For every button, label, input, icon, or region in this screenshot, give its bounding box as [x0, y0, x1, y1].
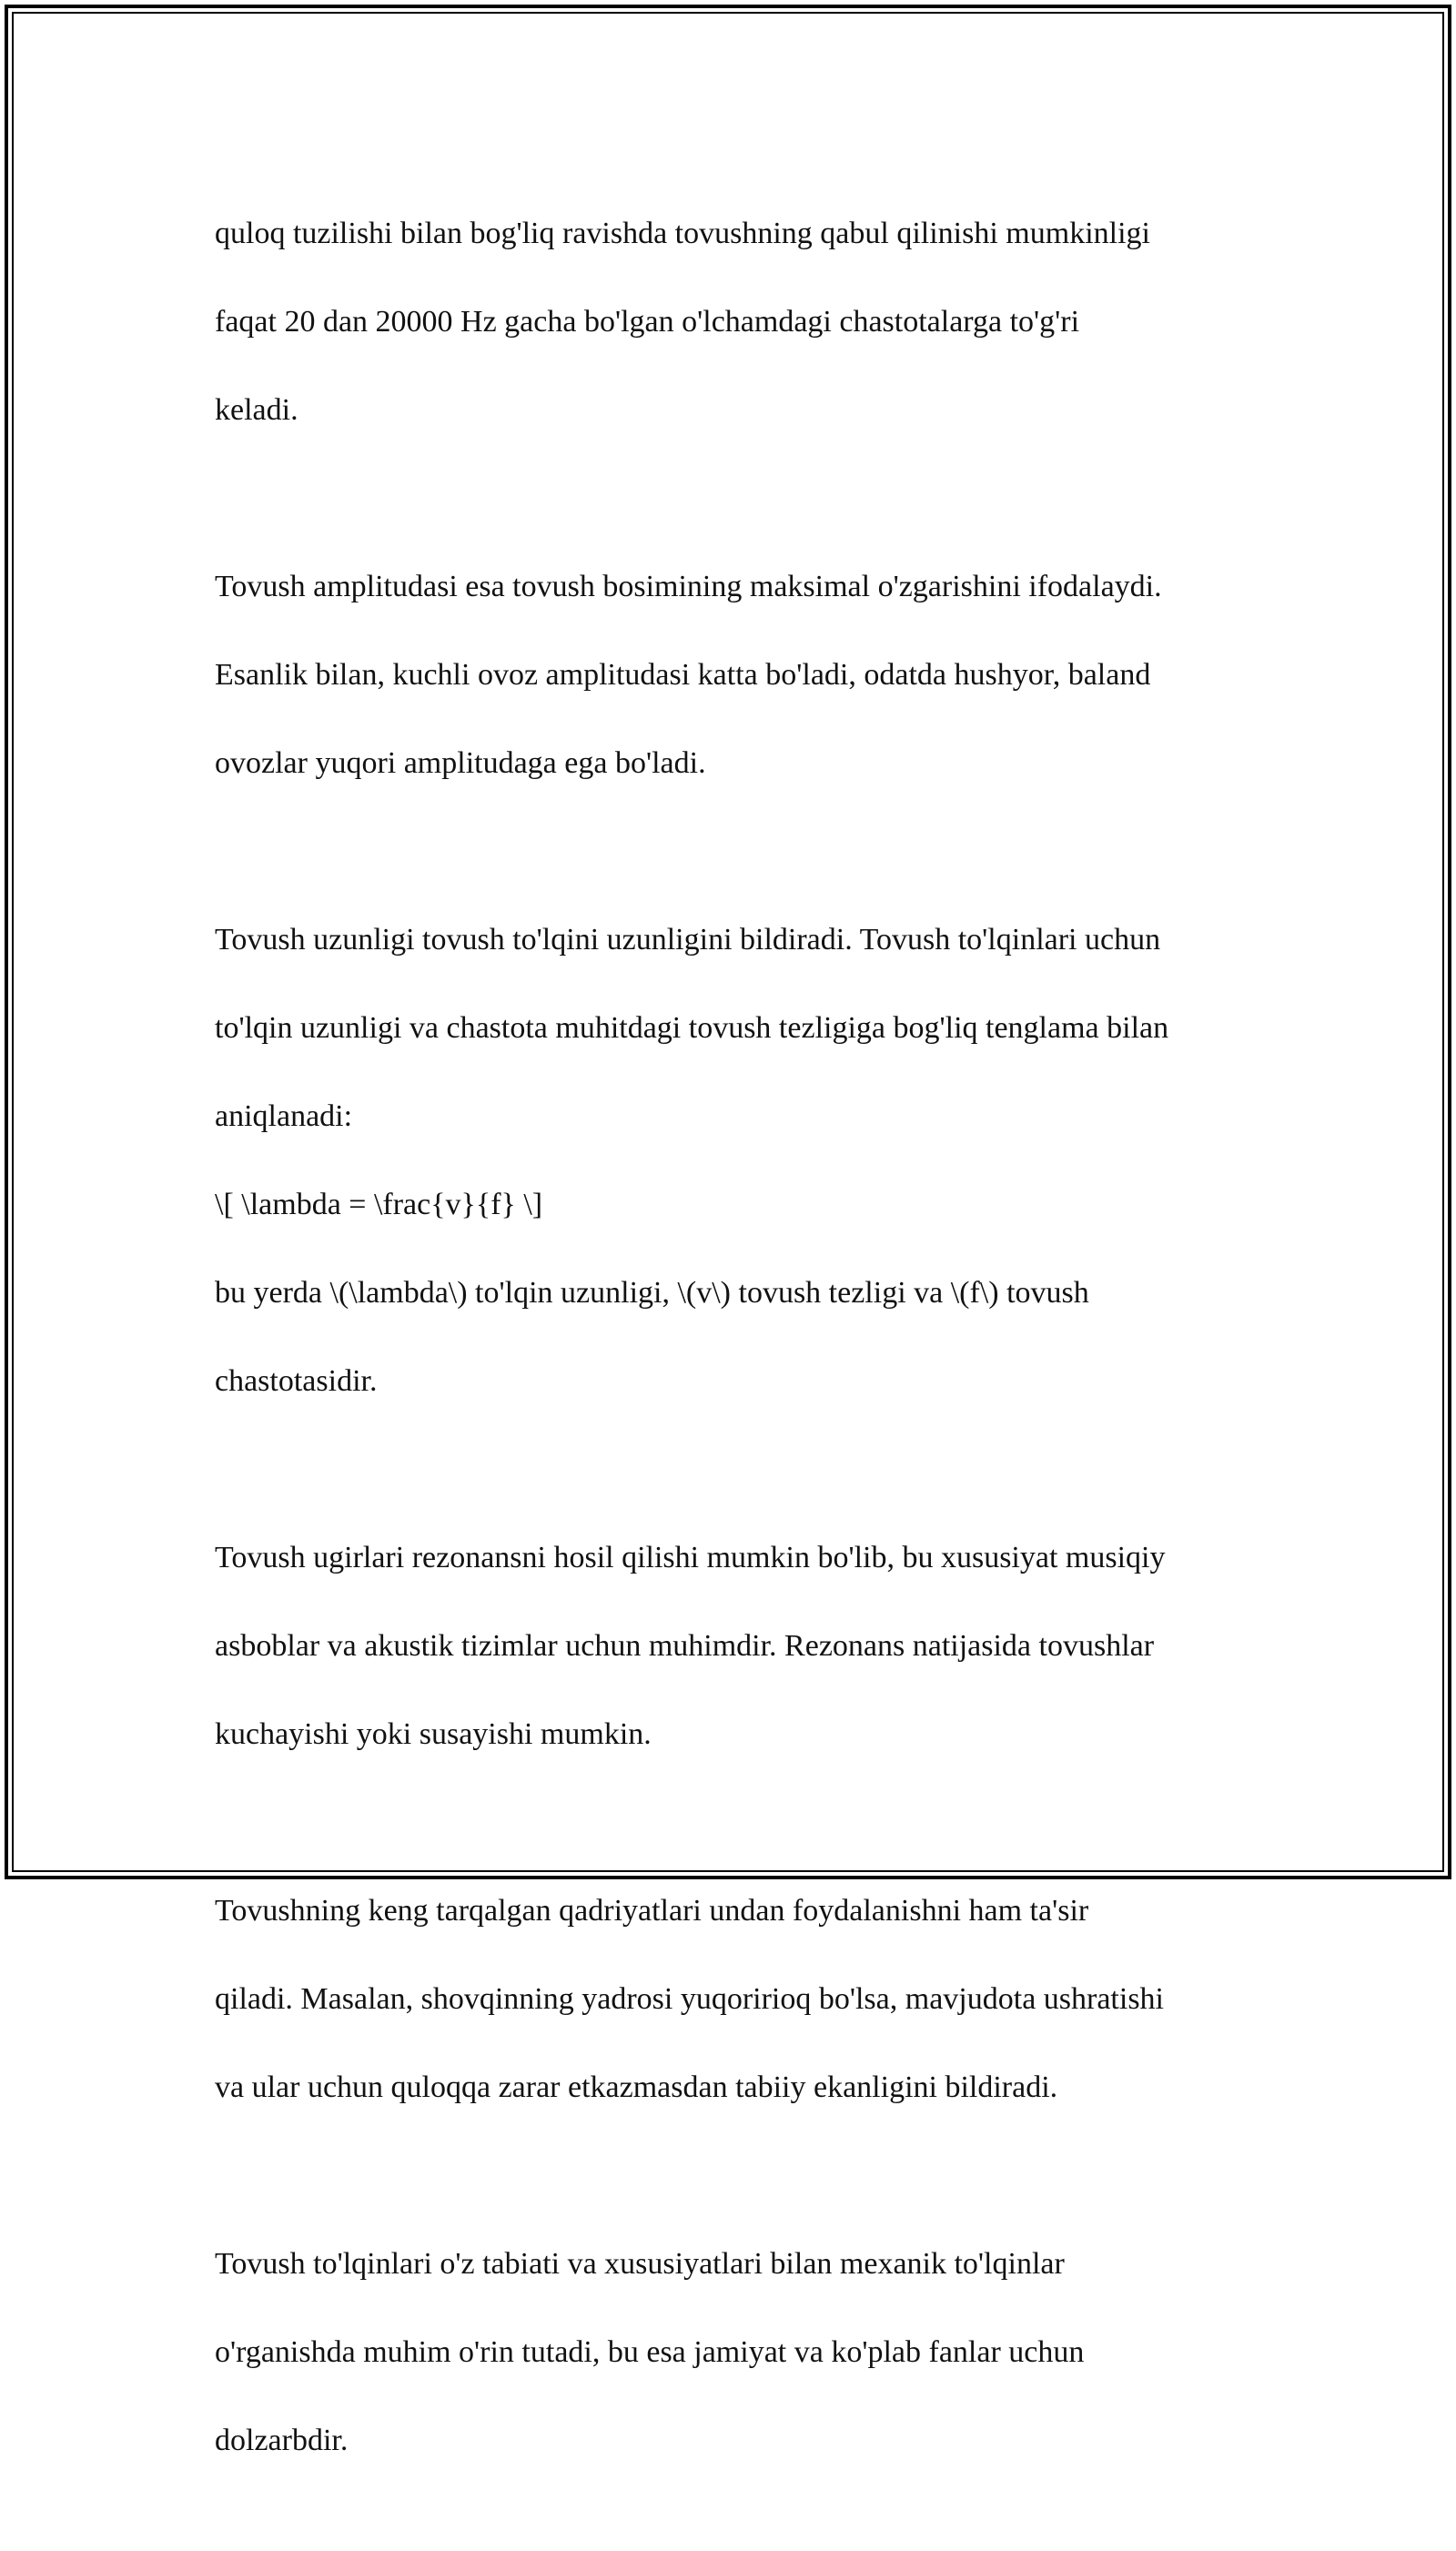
text-line: keladi. — [215, 392, 298, 427]
text-line: va ular uchun quloqqa zarar etkazmasdan tabiiy ekanligini bildiradi. — [215, 2070, 1058, 2104]
paragraph-wavelength — [215, 874, 1261, 1448]
text-line: Tovush uzunligi tovush to'lqini uzunligini bildiradi. Tovush to'lqinlari uchun — [215, 922, 1161, 957]
paragraph-hearing-range — [215, 167, 1261, 477]
paragraph-noise — [215, 1845, 1261, 2154]
text-line: kuchayishi yoki susayishi mumkin. — [215, 1716, 652, 1751]
document-body — [215, 167, 1261, 2551]
paragraph-conclusion — [215, 2198, 1261, 2507]
text-line: faqat 20 dan 20000 Hz gacha bo'lgan o'lchamdagi chastotalarga to'g'ri — [215, 304, 1080, 339]
text-line: o'rganishda muhim o'rin tutadi, bu esa jamiyat va ko'plab fanlar uchun — [215, 2334, 1085, 2369]
text-line: Esanlik bilan, kuchli ovoz amplitudasi katta bo'ladi, odatda hushyor, baland — [215, 657, 1151, 692]
text-line: to'lqin uzunligi va chastota muhitdagi tovush tezligiga bog'liq tenglama bilan — [215, 1010, 1169, 1045]
text-line: ovozlar yuqori amplitudaga ega bo'ladi. — [215, 745, 706, 780]
paragraph-resonance — [215, 1492, 1261, 1801]
text-line: Tovushning keng tarqalgan qadriyatlari undan foydalanishni ham ta'sir — [215, 1893, 1089, 1928]
text-line: bu yerda \(\lambda\) to'lqin uzunligi, \(v\) tovush tezligi va \(f\) tovush — [215, 1275, 1089, 1310]
text-line: Tovush ugirlari rezonansni hosil qilishi mumkin bo'lib, bu xususiyat musiqiy — [215, 1540, 1166, 1574]
text-line: quloq tuzilishi bilan bog'liq ravishda tovushning qabul qilinishi mumkinligi — [215, 216, 1150, 250]
text-line: Tovush amplitudasi esa tovush bosimining maksimal o'zgarishini ifodalaydi. — [215, 569, 1162, 603]
text-line: dolzarbdir. — [215, 2423, 349, 2457]
paragraph-amplitude — [215, 521, 1261, 830]
text-line: chastotasidir. — [215, 1363, 378, 1398]
text-line: aniqlanadi: — [215, 1098, 353, 1133]
text-line: asboblar va akustik tizimlar uchun muhimdir. Rezonans natijasida tovushlar — [215, 1628, 1155, 1663]
text-line: Tovush to'lqinlari o'z tabiati va xususiyatlari bilan mexanik to'lqinlar — [215, 2246, 1065, 2281]
formula-line: \[ \lambda = \frac{v}{f} \] — [215, 1187, 543, 1221]
text-line: qiladi. Masalan, shovqinning yadrosi yuqoririoq bo'lsa, mavjudota ushratishi — [215, 1981, 1164, 2016]
